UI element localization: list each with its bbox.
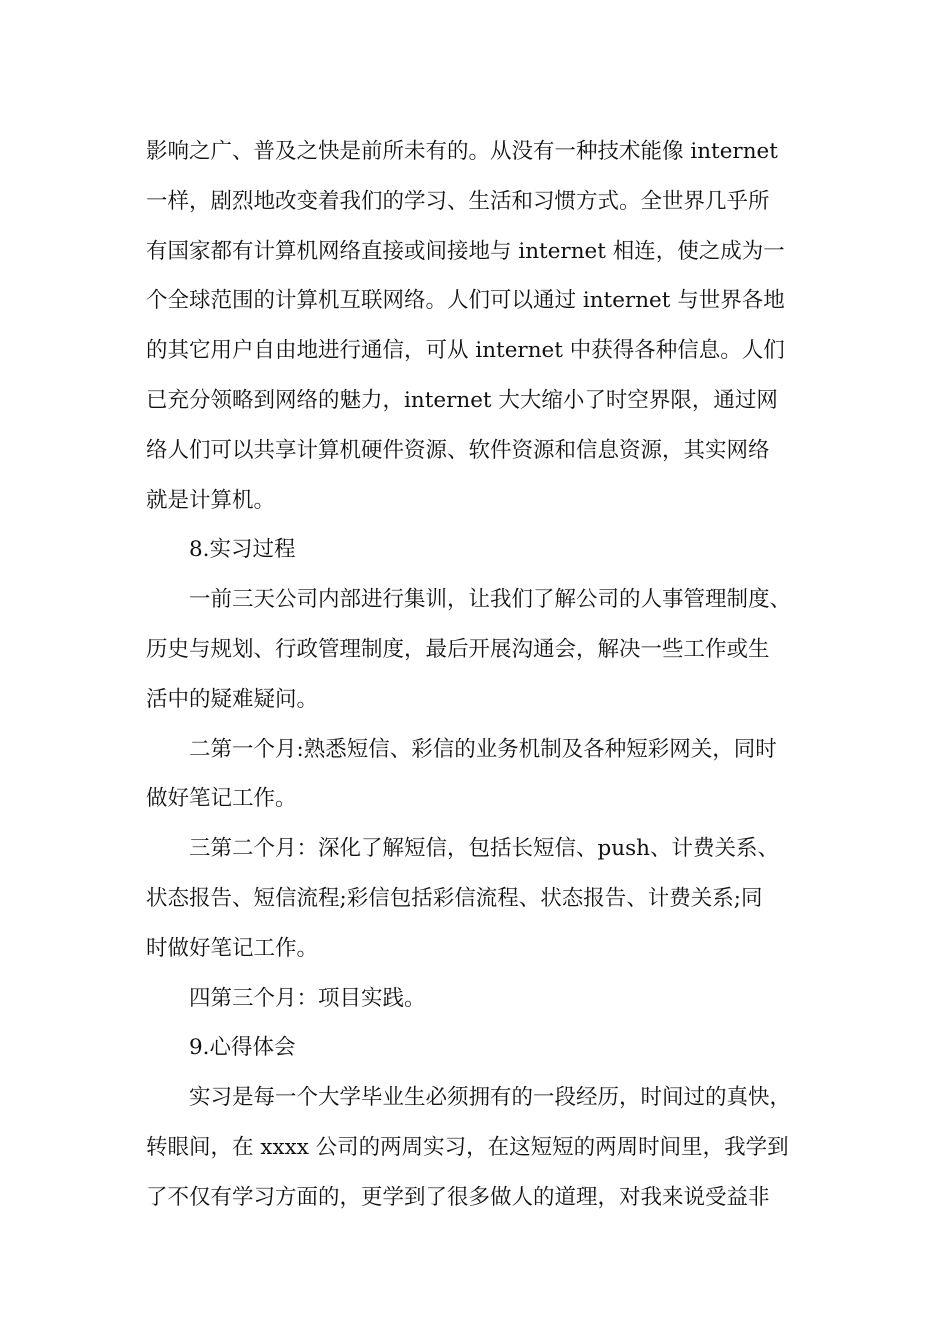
text-line: 四第三个月：项目实践。 <box>189 985 426 1011</box>
text-line: 时做好笔记工作。 <box>146 935 319 961</box>
text-line: 做好笔记工作。 <box>146 786 297 812</box>
text-line: 个全球范围的计算机互联网络。人们可以通过 internet 与世界各地 <box>146 288 785 314</box>
text-line: 有国家都有计算机网络直接或间接地与 internet 相连，使之成为一 <box>146 238 785 264</box>
text-line: 影响之广、普及之快是前所未有的。从没有一种技术能像 internet <box>146 139 778 164</box>
text-line: 转眼间，在 xxxx 公司的两周实习，在这短短的两周时间里，我学到 <box>146 1134 789 1160</box>
text-line: 状态报告、短信流程;彩信包括彩信流程、状态报告、计费关系;同 <box>146 885 763 911</box>
text-line: 就是计算机。 <box>146 487 276 513</box>
text-line: 实习是每一个大学毕业生必须拥有的一段经历，时间过的真快， <box>189 1085 792 1111</box>
text-line: 已充分领略到网络的魅力，internet 大大缩小了时空界限，通过网 <box>146 387 778 413</box>
text-line: 一前三天公司内部进行集训，让我们了解公司的人事管理制度、 <box>189 587 792 613</box>
text-line: 了不仅有学习方面的，更学到了很多做人的道理，对我来说受益非 <box>146 1184 770 1210</box>
section-heading: 8.实习过程 <box>189 537 296 563</box>
text-line: 活中的疑难疑问。 <box>146 686 319 712</box>
text-line: 一样，剧烈地改变着我们的学习、生活和习惯方式。全世界几乎所 <box>146 188 770 214</box>
document-body <box>146 127 816 1223</box>
text-line: 历史与规划、行政管理制度，最后开展沟通会，解决一些工作或生 <box>146 636 770 662</box>
text-line: 的其它用户自由地进行通信，可从 internet 中获得各种信息。人们 <box>146 338 785 364</box>
section-heading: 9.心得体会 <box>189 1035 296 1061</box>
text-line: 二第一个月:熟悉短信、彩信的业务机制及各种短彩网关，同时 <box>189 736 777 762</box>
text-line: 络人们可以共享计算机硬件资源、软件资源和信息资源，其实网络 <box>146 437 770 463</box>
text-line: 三第二个月：深化了解短信，包括长短信、push、计费关系、 <box>189 836 779 862</box>
